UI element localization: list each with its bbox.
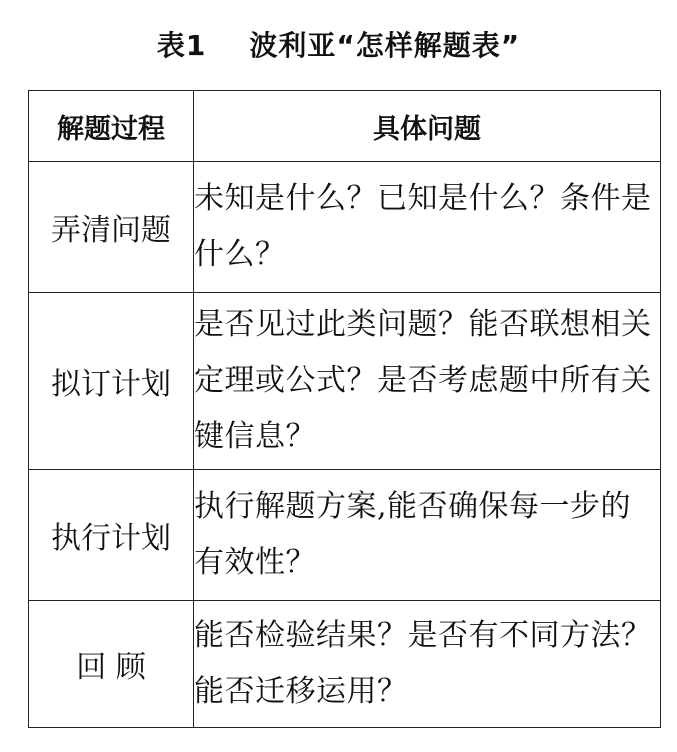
problem-solving-table <box>28 90 661 728</box>
table-caption: 表1 波利亚“怎样解题表” <box>156 29 521 62</box>
table-row <box>29 162 661 293</box>
process-cell: 弄清问题 <box>29 162 194 293</box>
table-row <box>29 293 661 470</box>
header-question: 具体问题 <box>194 91 661 162</box>
table-header-row <box>29 91 661 162</box>
question-cell: 未知是什么？已知是什么？条件是什么？ <box>194 162 661 293</box>
process-cell: 拟订计划 <box>29 293 194 470</box>
process-cell: 执行计划 <box>29 470 194 601</box>
question-cell: 执行解题方案,能否确保每一步的有效性？ <box>194 470 661 601</box>
header-process: 解题过程 <box>29 91 194 162</box>
process-cell: 回 顾 <box>29 601 194 728</box>
question-cell: 是否见过此类问题？能否联想相关定理或公式？是否考虑题中所有关键信息？ <box>194 293 661 470</box>
table-row <box>29 470 661 601</box>
table-row <box>29 601 661 728</box>
question-cell: 能否检验结果？是否有不同方法？能否迁移运用？ <box>194 601 661 728</box>
